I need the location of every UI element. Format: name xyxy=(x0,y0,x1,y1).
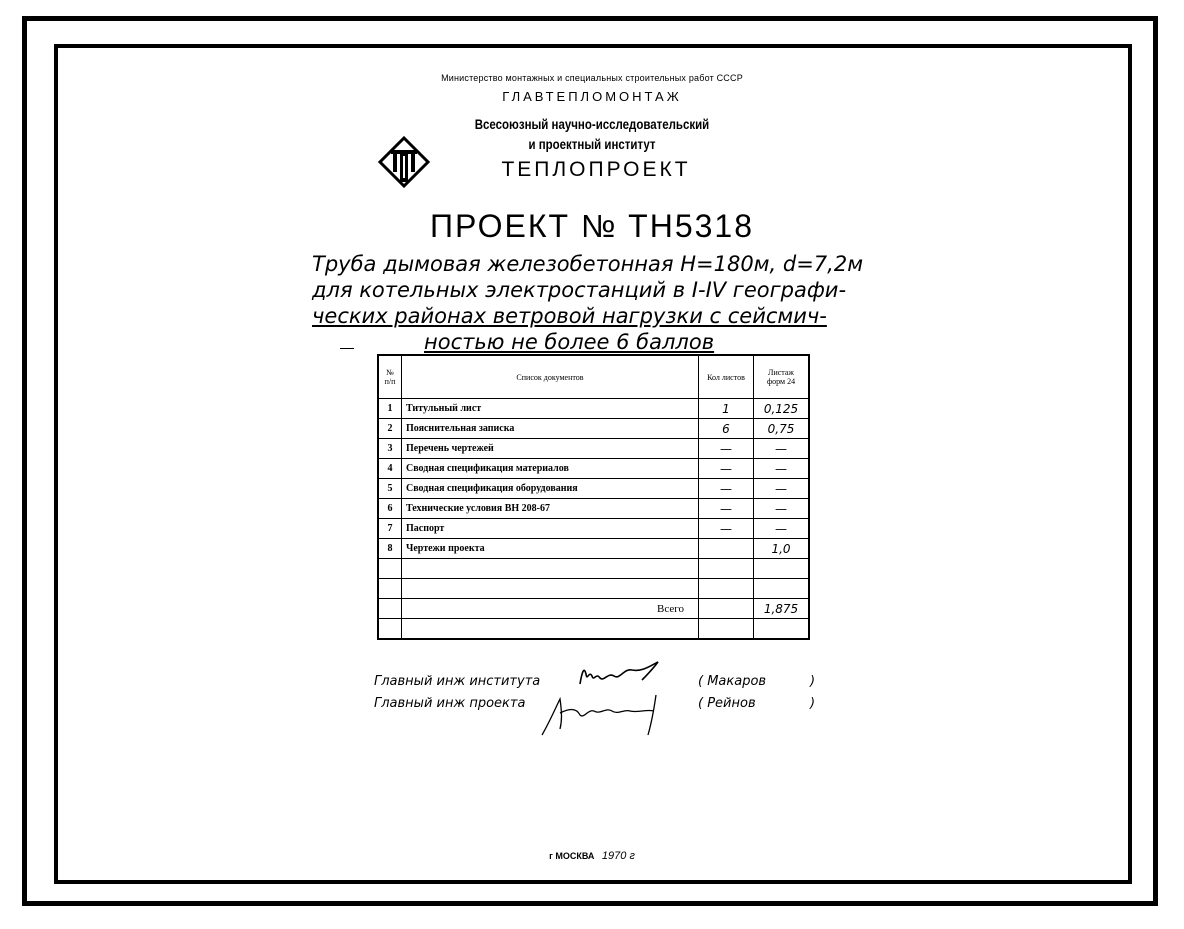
table-row xyxy=(378,499,809,519)
row-name: Технические условия ВН 208-67 xyxy=(402,499,699,519)
row-name: Сводная спецификация материалов xyxy=(402,459,699,479)
row-sheets: 1,0 xyxy=(754,539,810,559)
signature-close: ) xyxy=(810,696,816,711)
glav-name: ГЛАВТЕПЛОМОНТАЖ xyxy=(502,89,682,104)
table-row xyxy=(378,459,809,479)
table-row xyxy=(378,519,809,539)
row-name: Пояснительная записка xyxy=(402,419,699,439)
table-row-empty xyxy=(378,559,809,579)
total-label: Всего xyxy=(402,599,699,619)
row-count: — xyxy=(699,459,754,479)
row-count: — xyxy=(699,519,754,539)
row-name: Паспорт xyxy=(402,519,699,539)
handwritten-signature-2 xyxy=(536,685,686,740)
table-header-row xyxy=(378,355,809,399)
table-row xyxy=(378,399,809,419)
row-count: — xyxy=(699,439,754,459)
teploproekt-logo-icon xyxy=(378,136,430,188)
row-sheets: — xyxy=(754,519,810,539)
ministry-name: Министерство монтажных и специальных строительных работ СССР xyxy=(441,73,743,83)
row-num: 7 xyxy=(378,519,402,539)
signature-name: ( Рейнов xyxy=(698,696,756,711)
table-row xyxy=(378,419,809,439)
row-name: Чертежи проекта xyxy=(402,539,699,559)
footer-city: г МОСКВА xyxy=(549,851,595,861)
footer-year: 1970 г xyxy=(601,850,635,862)
signature-role: Главный инж института xyxy=(374,674,541,689)
row-count: — xyxy=(699,479,754,499)
row-name: Сводная спецификация оборудования xyxy=(402,479,699,499)
project-description xyxy=(312,251,872,355)
row-num: 8 xyxy=(378,539,402,559)
row-num: 4 xyxy=(378,459,402,479)
row-num: 5 xyxy=(378,479,402,499)
signature-role: Главный инж проекта xyxy=(374,696,526,711)
row-count: — xyxy=(699,499,754,519)
signature-close: ) xyxy=(810,674,816,689)
row-num: 3 xyxy=(378,439,402,459)
row-num: 1 xyxy=(378,399,402,419)
institute-line-2: и проектный институт xyxy=(528,136,656,152)
project-title: ПРОЕКТ № ТН5318 xyxy=(429,208,754,244)
description-line-1: Труба дымовая железобетонная H=180м, d=7,2м xyxy=(312,252,864,276)
row-name: Перечень чертежей xyxy=(402,439,699,459)
row-count: 1 xyxy=(699,399,754,419)
row-sheets: — xyxy=(754,439,810,459)
description-line-2: для котельных электростанций в I-IV географи- xyxy=(312,278,847,302)
row-sheets: — xyxy=(754,479,810,499)
col-num-header: № п/п xyxy=(378,355,402,399)
table-total-row xyxy=(378,599,809,619)
row-name: Титульный лист xyxy=(402,399,699,419)
institute-line-1: Всесоюзный научно-исследовательский xyxy=(474,116,710,132)
total-sheets: 1,875 xyxy=(754,599,810,619)
col-name-header: Список документов xyxy=(402,355,699,399)
description-line-4: ностью не более 6 баллов xyxy=(424,330,715,354)
row-count: 6 xyxy=(699,419,754,439)
table-row-empty xyxy=(378,619,809,640)
table-row-empty xyxy=(378,579,809,599)
institute-name: ТЕПЛОПРОЕКТ xyxy=(501,158,691,181)
row-num: 6 xyxy=(378,499,402,519)
row-sheets: 0,75 xyxy=(754,419,810,439)
table-row xyxy=(378,439,809,459)
row-sheets: 0,125 xyxy=(754,399,810,419)
footer xyxy=(0,850,1184,862)
documents-table xyxy=(377,354,810,640)
signature-name: ( Макаров xyxy=(698,674,767,689)
col-sheets-header: Листаж форм 24 xyxy=(754,355,810,399)
row-sheets: — xyxy=(754,499,810,519)
row-count xyxy=(699,539,754,559)
table-row xyxy=(378,539,809,559)
margin-dash xyxy=(340,348,354,349)
row-num: 2 xyxy=(378,419,402,439)
table-row xyxy=(378,479,809,499)
row-sheets: — xyxy=(754,459,810,479)
col-count-header: Кол листов xyxy=(699,355,754,399)
description-line-3: ческих районах ветровой нагрузки с сейсмич- xyxy=(312,304,827,328)
